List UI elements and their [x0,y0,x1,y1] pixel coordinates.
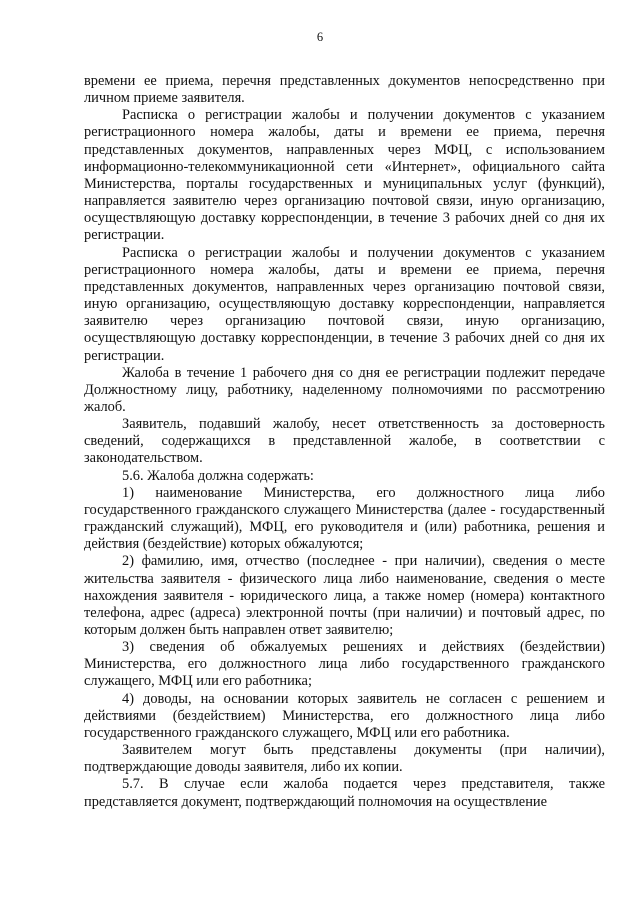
page-number: 6 [316,30,324,44]
section-5-7-paragraph: 5.7. В случае если жалоба подается через представителя, также представляется документ, подтверждающий полномочия на осуществление [84,776,605,810]
list-item-1: 1) наименование Министерства, его должностного лица либо государственного гражданского служащего Министерства (далее - государственный гражданский служащий), МФЦ, его руководителя и (или) работника, решения и действия (бездействие) которых обжалуются; [84,484,605,553]
list-item-3: 3) сведения об обжалуемых решениях и действиях (бездействии) Министерства, его должностного лица либо государственного гражданского служащего, МФЦ или его работника; [84,639,605,690]
section-5-6-heading: 5.6. Жалоба должна содержать: [122,467,314,484]
paragraph-receipt-mfc: Расписка о регистрации жалобы и получении документов с указанием регистрационного номера жалобы, даты и времени ее приема, перечня представленных документов, направленных через МФЦ, с использованием информационно-телекоммуникационной сети «Интернет», официального сайта Министерства, порталы государственных и муниципальных услуг (функций), направляется заявителю через организацию почтовой связи, иную организацию, осуществляющую доставку корреспонденции, в течение 3 рабочих дней со дня их регистрации. [84,107,605,244]
paragraph-receipt-postal: Расписка о регистрации жалобы и получении документов с указанием регистрационного номера жалобы, даты и времени ее приема, перечня представленных документов, направленных через организацию почтовой связи, иную организацию, осуществляющую доставку корреспонденции, направляется заявителю через организацию почтовой связи, иную организацию, осуществляющую доставку корреспонденции, в течение 3 рабочих дней со дня их регистрации. [84,244,605,364]
paragraph-complaint-transfer: Жалоба в течение 1 рабочего дня со дня ее регистрации подлежит передаче Должностному лицу, работнику, наделенному полномочиями по рассмотрению жалоб. [84,364,605,415]
paragraph-applicant-responsibility: Заявитель, подавший жалобу, несет ответственность за достоверность сведений, содержащихся в представленной жалобе, в соответствии с законодательством. [84,416,605,467]
list-item-4: 4) доводы, на основании которых заявитель не согласен с решением и действиями (бездействием) Министерства, его должностного лица либо государственного гражданского служащего, МФЦ или его работника. [84,690,605,741]
document-body [84,73,605,811]
paragraph-supporting-documents: Заявителем могут быть представлены документы (при наличии), подтверждающие доводы заявителя, либо их копии. [84,742,605,776]
list-item-2: 2) фамилию, имя, отчество (последнее - при наличии), сведения о месте жительства заявителя - физического лица либо наименование, сведения о месте нахождения заявителя - юридического лица, а также номер (номера) контактного телефона, адрес (адреса) электронной почты (при наличии) и почтовый адрес, по которым должен быть направлен ответ заявителю; [84,553,605,638]
paragraph-continuation: времени ее приема, перечня представленных документов непосредственно при личном приеме заявителя. [84,73,605,107]
